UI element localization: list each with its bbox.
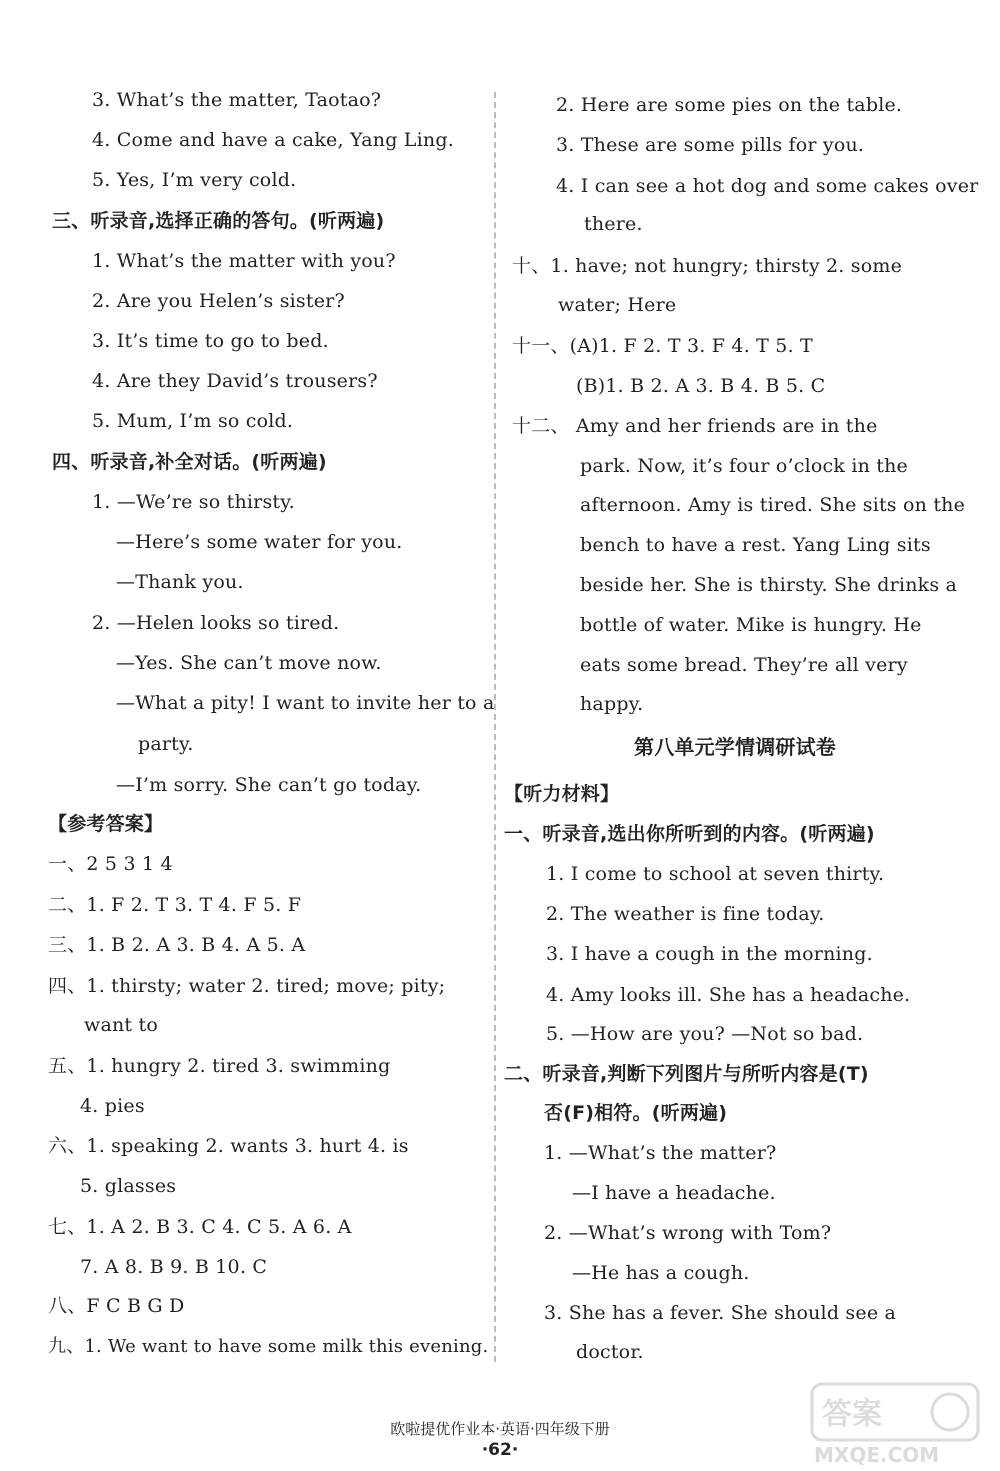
answer-line: 4. I can see a hot dog and some cakes over	[556, 175, 979, 197]
answer-line: water; Here	[558, 294, 677, 316]
answer-line: 4. pies	[80, 1095, 145, 1117]
answer-line: (B)1. B 2. A 3. B 4. B 5. C	[576, 375, 826, 397]
book-title-footer: 欧啦提优作业本·英语·四年级下册	[390, 1420, 610, 1438]
answer-line: want to	[84, 1014, 158, 1036]
text-line: 1. —We’re so thirsty.	[92, 491, 295, 513]
answer-line: eats some bread. They’re all very	[580, 654, 908, 676]
text-line: —I have a headache.	[572, 1182, 776, 1204]
section-heading: 二、听录音,判断下列图片与所听内容是(T)	[504, 1063, 869, 1085]
text-line: 1. I come to school at seven thirty.	[546, 863, 885, 885]
answer-line: afternoon. Amy is tired. She sits on the	[580, 494, 966, 516]
text-line: 5. —How are you? —Not so bad.	[546, 1023, 864, 1045]
answer-line: 八、F C B G D	[48, 1295, 185, 1317]
svg-text:答案: 答案	[822, 1397, 882, 1432]
section-heading: 【听力材料】	[504, 783, 620, 805]
text-line: 3. It’s time to go to bed.	[92, 330, 329, 352]
text-line: 3. What’s the matter, Taotao?	[92, 89, 382, 111]
column-divider	[494, 92, 496, 1362]
answer-heading: 【参考答案】	[48, 813, 164, 835]
answer-line: 一、2 5 3 1 4	[48, 853, 173, 875]
watermark-logo	[810, 1380, 980, 1466]
svg-text:MXQE.COM: MXQE.COM	[814, 1443, 940, 1466]
text-line: 2. Are you Helen’s sister?	[92, 290, 345, 312]
answer-line: 七、1. A 2. B 3. C 4. C 5. A 6. A	[48, 1216, 352, 1238]
answer-line: 四、1. thirsty; water 2. tired; move; pity;	[48, 975, 446, 997]
answer-line: 六、1. speaking 2. wants 3. hurt 4. is	[48, 1135, 409, 1157]
section-heading: 否(F)相符。(听两遍)	[544, 1102, 728, 1124]
text-line: —What a pity! I want to invite her to a	[116, 692, 495, 714]
answer-line: bottle of water. Mike is hungry. He	[580, 614, 922, 636]
text-line: 5. Mum, I’m so cold.	[92, 410, 294, 432]
answer-line: 九、1. We want to have some milk this evening.	[48, 1336, 489, 1357]
answer-line: 二、1. F 2. T 3. T 4. F 5. F	[48, 894, 302, 916]
text-line: —Yes. She can’t move now.	[116, 652, 382, 674]
answer-line: 十一、(A)1. F 2. T 3. F 4. T 5. T	[512, 335, 813, 357]
answer-line: there.	[584, 213, 643, 235]
section-heading: 一、听录音,选出你所听到的内容。(听两遍)	[504, 823, 875, 845]
answer-line: 3. These are some pills for you.	[556, 134, 865, 156]
answer-line: 三、1. B 2. A 3. B 4. A 5. A	[48, 934, 306, 956]
section-heading: 四、听录音,补全对话。(听两遍)	[52, 451, 327, 473]
unit-title: 第八单元学情调研试卷	[634, 735, 836, 759]
answer-line: park. Now, it’s four o’clock in the	[580, 455, 908, 477]
text-line: 2. —What’s wrong with Tom?	[544, 1222, 832, 1244]
answer-line: 十、1. have; not hungry; thirsty 2. some	[512, 255, 903, 277]
text-line: —Here’s some water for you.	[116, 531, 403, 553]
text-line: —He has a cough.	[572, 1262, 750, 1284]
text-line: 5. Yes, I’m very cold.	[92, 169, 297, 191]
answer-line: 五、1. hungry 2. tired 3. swimming	[48, 1055, 391, 1077]
text-line: 2. The weather is fine today.	[546, 903, 825, 925]
text-line: 4. Amy looks ill. She has a headache.	[546, 984, 911, 1006]
answer-line: 5. glasses	[80, 1175, 177, 1197]
answer-line: bench to have a rest. Yang Ling sits	[580, 534, 931, 556]
answer-line: 2. Here are some pies on the table.	[556, 94, 903, 116]
text-line: 3. She has a fever. She should see a	[544, 1302, 897, 1324]
text-line: —Thank you.	[116, 571, 244, 593]
text-line: 1. —What’s the matter?	[544, 1142, 777, 1164]
answer-line: happy.	[580, 693, 644, 715]
text-line: 4. Are they David’s trousers?	[92, 370, 378, 392]
text-line: 1. What’s the matter with you?	[92, 250, 396, 272]
text-line: —I’m sorry. She can’t go today.	[116, 774, 422, 796]
answer-line: beside her. She is thirsty. She drinks a	[580, 574, 958, 596]
text-line: doctor.	[576, 1341, 644, 1363]
text-line: 3. I have a cough in the morning.	[546, 943, 873, 965]
page-number: ·62·	[481, 1440, 519, 1460]
section-heading: 三、听录音,选择正确的答句。(听两遍)	[52, 210, 385, 232]
answer-line: 十二、 Amy and her friends are in the	[512, 415, 878, 437]
text-line: 4. Come and have a cake, Yang Ling.	[92, 129, 454, 151]
text-line: 2. —Helen looks so tired.	[92, 612, 340, 634]
answer-line: 7. A 8. B 9. B 10. C	[80, 1256, 268, 1278]
text-line: party.	[138, 733, 194, 755]
